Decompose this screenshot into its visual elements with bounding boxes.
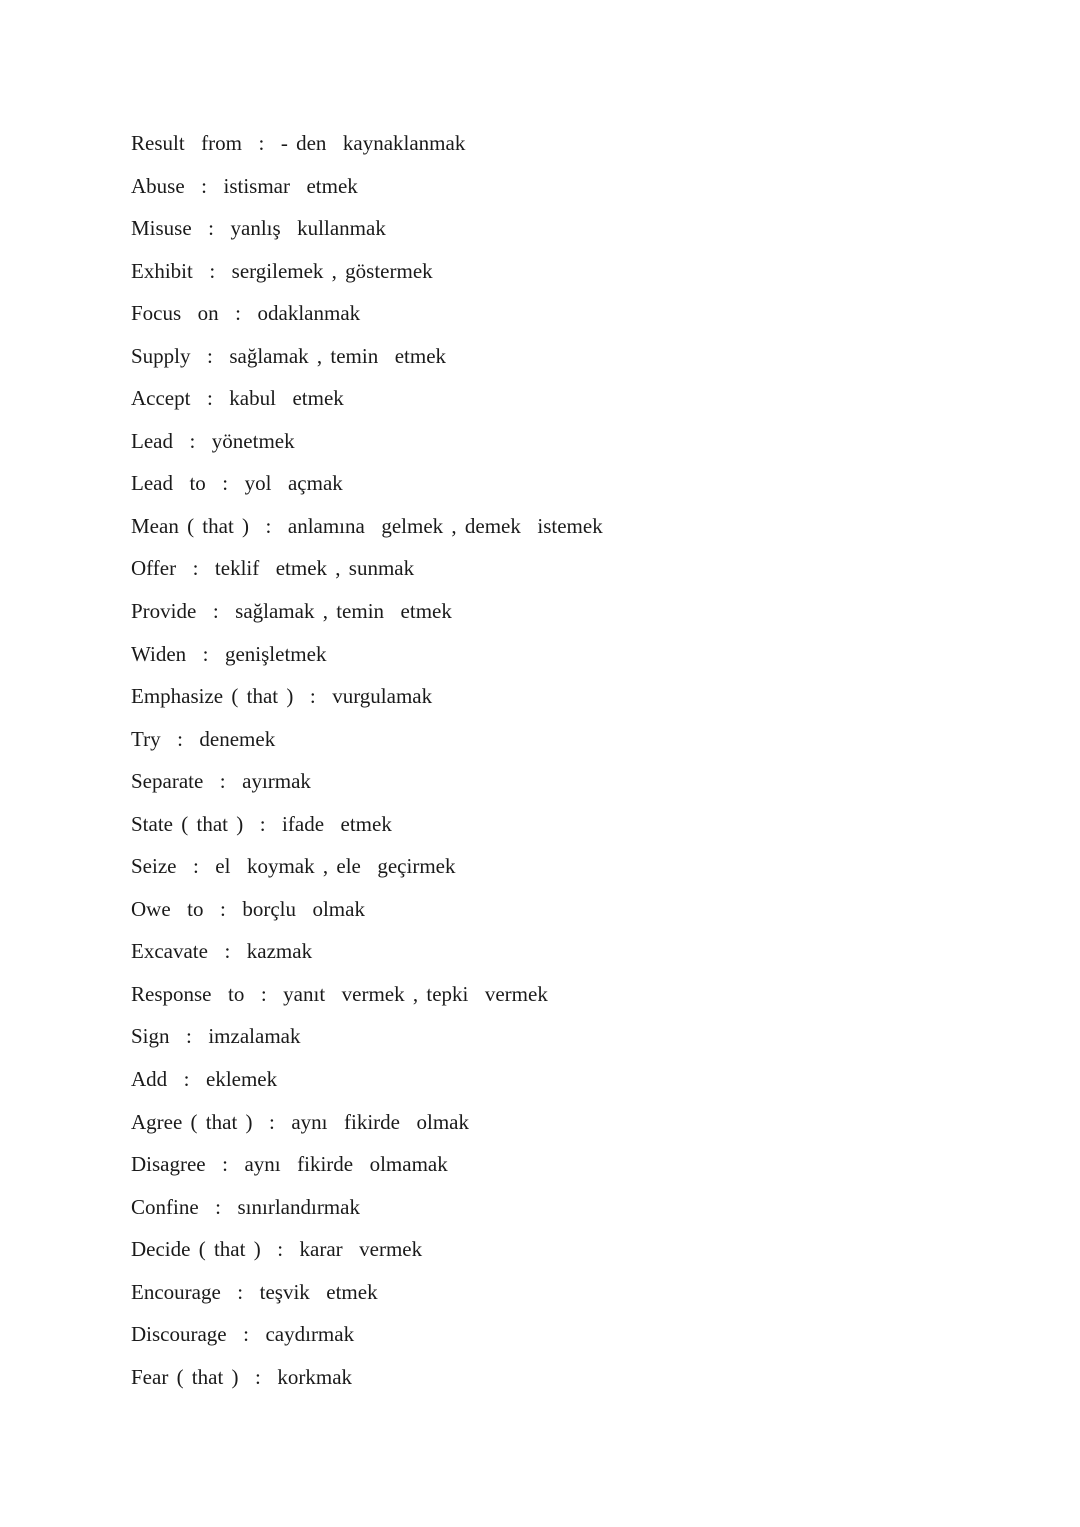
vocab-entry: Try : denemek xyxy=(131,726,276,751)
vocab-entry: State ( that ) : ifade etmek xyxy=(131,811,392,836)
vocab-entry: Emphasize ( that ) : vurgulamak xyxy=(131,684,433,709)
vocab-entry: Decide ( that ) : karar vermek xyxy=(131,1237,423,1262)
vocab-entry: Fear ( that ) : korkmak xyxy=(131,1364,353,1389)
vocab-entry: Exhibit : sergilemek , göstermek xyxy=(131,258,433,283)
vocab-entry: Supply : sağlamak , temin etmek xyxy=(131,343,447,368)
vocab-entry: Owe to : borçlu olmak xyxy=(131,896,365,921)
vocab-entry: Mean ( that ) : anlamına gelmek , demek istemek xyxy=(131,513,603,538)
vocab-entry: Result from : - den kaynaklanmak xyxy=(131,131,466,155)
vocab-entry: Accept : kabul etmek xyxy=(131,386,344,411)
vocab-entry: Provide : sağlamak , temin etmek xyxy=(131,599,452,624)
vocab-entry: Excavate : kazmak xyxy=(131,939,313,964)
vocab-entry: Encourage : teşvik etmek xyxy=(131,1279,378,1304)
vocab-entry: Offer : teklif etmek , sunmak xyxy=(131,556,415,581)
vocabulary-list xyxy=(131,126,603,1402)
vocab-entry: Discourage : caydırmak xyxy=(131,1322,355,1347)
vocab-entry: Seize : el koymak , ele geçirmek xyxy=(131,854,456,879)
vocab-entry: Add : eklemek xyxy=(131,1067,278,1092)
vocab-entry: Widen : genişletmek xyxy=(131,641,327,666)
vocab-entry: Lead to : yol açmak xyxy=(131,471,343,496)
vocab-entry: Disagree : aynı fikirde olmamak xyxy=(131,1152,448,1177)
vocab-entry: Separate : ayırmak xyxy=(131,769,311,794)
vocab-entry: Abuse : istismar etmek xyxy=(131,173,358,198)
vocab-entry: Confine : sınırlandırmak xyxy=(131,1194,360,1219)
vocab-entry: Focus on : odaklanmak xyxy=(131,301,361,326)
vocab-entry: Misuse : yanlış kullanmak xyxy=(131,216,386,241)
vocab-entry: Sign : imzalamak xyxy=(131,1024,301,1049)
vocab-entry: Lead : yönetmek xyxy=(131,428,295,453)
vocab-entry: Response to : yanıt vermek , tepki vermek xyxy=(131,981,548,1006)
vocab-entry: Agree ( that ) : aynı fikirde olmak xyxy=(131,1109,469,1134)
